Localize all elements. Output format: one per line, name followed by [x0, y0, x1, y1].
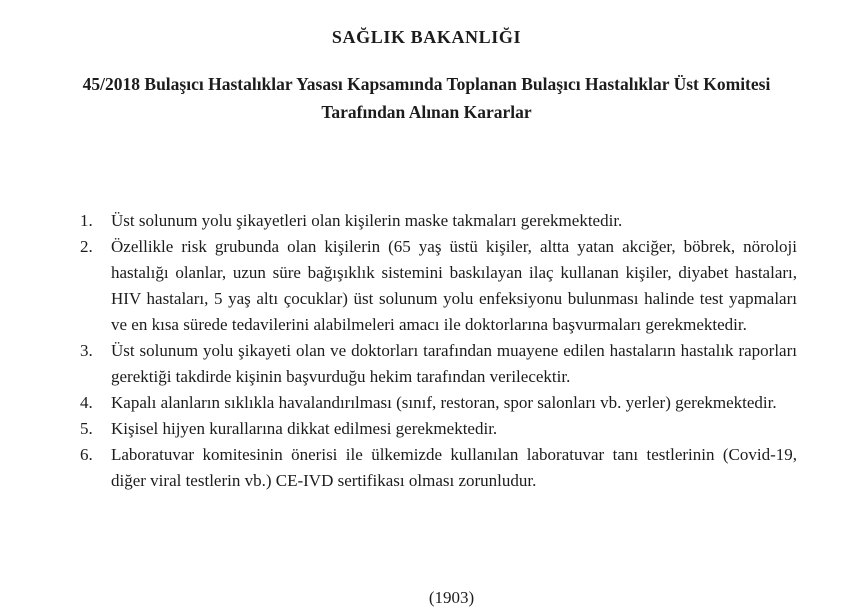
- decision-item-4: [80, 390, 797, 416]
- decision-text: Kişisel hijyen kurallarına dikkat edilmesi gerekmektedir.: [111, 419, 498, 438]
- decision-text: Üst solunum yolu şikayetleri olan kişilerin maske takmaları gerekmektedir.: [111, 211, 623, 230]
- page-number: (1903): [428, 588, 475, 607]
- decision-number: 3.: [80, 341, 93, 360]
- decision-text: Özellikle risk grubunda olan kişilerin (65 yaş üstü kişiler, altta yatan akciğer, böbrek, nöroloji hastalığı olanlar, uzun süre bağışıklık sistemini baskılayan ilaç kullanan kişiler, diyabet hastaları, HIV hastaları, 5 yaş altı çocuklar) üst solunum yolu enfeksiyonu bulunması halinde test yapmaları ve en kısa sürede tedavilerini alabilmeleri amacı ile doktorlarına başvurmaları gerekmektedir.: [111, 237, 797, 334]
- decision-item-1: [80, 208, 797, 234]
- decision-number: 1.: [80, 211, 93, 230]
- decision-item-2: [80, 234, 797, 338]
- decision-heading: 45/2018 Bulaşıcı Hastalıklar Yasası Kapsamında Toplanan Bulaşıcı Hastalıklar Üst Komitesi Tarafından Alınan Kararlar: [82, 74, 771, 122]
- decision-text: Laboratuvar komitesinin önerisi ile ülkemizde kullanılan laboratuvar tanı testlerinin (Covid-19, diğer viral testlerin vb.) CE-IVD sertifikası olması zorunludur.: [111, 445, 797, 490]
- decision-item-3: [80, 338, 797, 390]
- decision-number: 4.: [80, 393, 93, 412]
- decision-text: Üst solunum yolu şikayeti olan ve doktorları tarafından muayene edilen hastaların hastalık raporları gerektiği takdirde kişinin başvurduğu hekim tarafından verilecektir.: [111, 341, 797, 386]
- decision-item-5: [80, 416, 797, 442]
- decision-text: Kapalı alanların sıklıkla havalandırılması (sınıf, restoran, spor salonları vb. yerler) gerekmektedir.: [111, 393, 777, 412]
- decision-number: 2.: [80, 237, 93, 256]
- decision-item-6: [80, 442, 797, 494]
- decision-number: 5.: [80, 419, 93, 438]
- decision-number: 6.: [80, 445, 93, 464]
- ministry-title: SAĞLIK BAKANLIĞI: [331, 27, 522, 47]
- decision-list: [80, 208, 797, 494]
